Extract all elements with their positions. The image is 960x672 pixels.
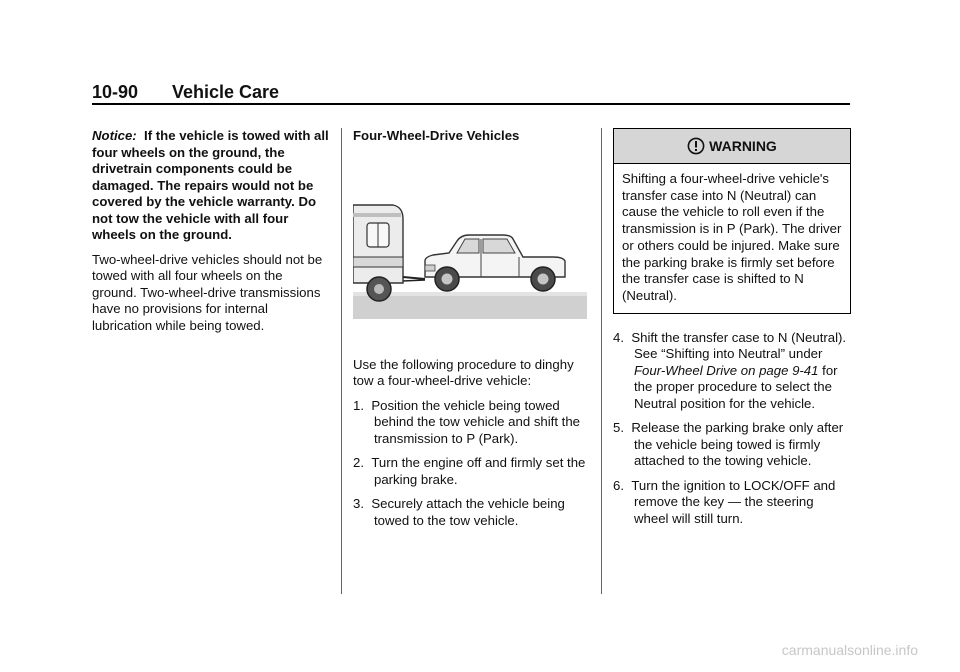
warning-text: Shifting a four-wheel-drive vehicle's transfer case into N (Neutral) can cause the vehicle to roll even if the transmission is in P (Park). The driver or others could be injured. Make sure the parking brake is firmly set before the transfer case is shifted to N (Neutral).	[622, 171, 842, 303]
two-wheel-drive-paragraph: Two-wheel-drive vehicles should not be towed with all four wheels on the ground. Two-wheel-drive transmissions have no provisions for internal lubrication while being towed.	[92, 251, 323, 333]
header-rule	[92, 103, 850, 105]
page-number: 10-90	[92, 82, 139, 102]
step-number: 4.	[613, 329, 624, 345]
step-6	[613, 478, 851, 528]
column-3	[613, 128, 851, 535]
column-divider-1	[341, 128, 342, 594]
tow-vehicle-illustration	[353, 153, 587, 337]
notice-text: If the vehicle is towed with all four wheels on the ground, the drivetrain components could be damaged. The repairs would not be covered by the vehicle warranty. Do not tow the vehicle with all four wheels on the ground.	[92, 128, 329, 242]
dinghy-tow-illustration	[353, 153, 587, 337]
procedure-intro: Use the following procedure to dinghy tow a four-wheel-drive vehicle:	[353, 356, 574, 388]
step-3	[353, 496, 591, 529]
step-text: Turn the ignition to LOCK/OFF and remove the key — the steering wheel will still turn.	[631, 477, 836, 526]
notice-label: Notice:	[92, 128, 137, 143]
step-2	[353, 455, 591, 488]
step-5	[613, 420, 851, 470]
step-number: 3.	[353, 496, 364, 511]
column-2	[353, 128, 591, 537]
section-title: Vehicle Care	[172, 82, 280, 102]
step-1	[353, 398, 591, 448]
notice	[92, 128, 330, 244]
step-text-cont: for the proper procedure to select the Neutral position for the vehicle.	[634, 362, 838, 411]
step-number: 5.	[613, 420, 624, 436]
step-number: 6.	[613, 477, 624, 493]
warning-icon	[687, 137, 705, 155]
column-divider-2	[601, 128, 602, 594]
watermark: carmanualsonline.info	[781, 642, 918, 658]
step-text: Securely attach the vehicle being towed to the tow vehicle.	[371, 496, 565, 528]
warning-box	[613, 128, 851, 314]
four-wheel-drive-heading: Four-Wheel-Drive Vehicles	[353, 128, 520, 143]
warning-title: WARNING	[709, 137, 777, 154]
step-text: Shift the transfer case to N (Neutral). See “Shifting into Neutral” under	[631, 329, 847, 362]
column-1	[92, 128, 330, 342]
warning-header	[614, 129, 850, 164]
step-4	[613, 330, 851, 413]
cross-reference: Four-Wheel Drive on page 9-41	[634, 362, 819, 378]
step-text: Turn the engine off and firmly set the parking brake.	[371, 455, 586, 487]
step-text: Release the parking brake only after the vehicle being towed is firmly attached to the towing vehicle.	[631, 420, 844, 469]
step-text: Position the vehicle being towed behind the tow vehicle and shift the transmission to P (Park).	[371, 397, 581, 446]
step-number: 2.	[353, 455, 364, 470]
step-number: 1.	[353, 397, 364, 413]
